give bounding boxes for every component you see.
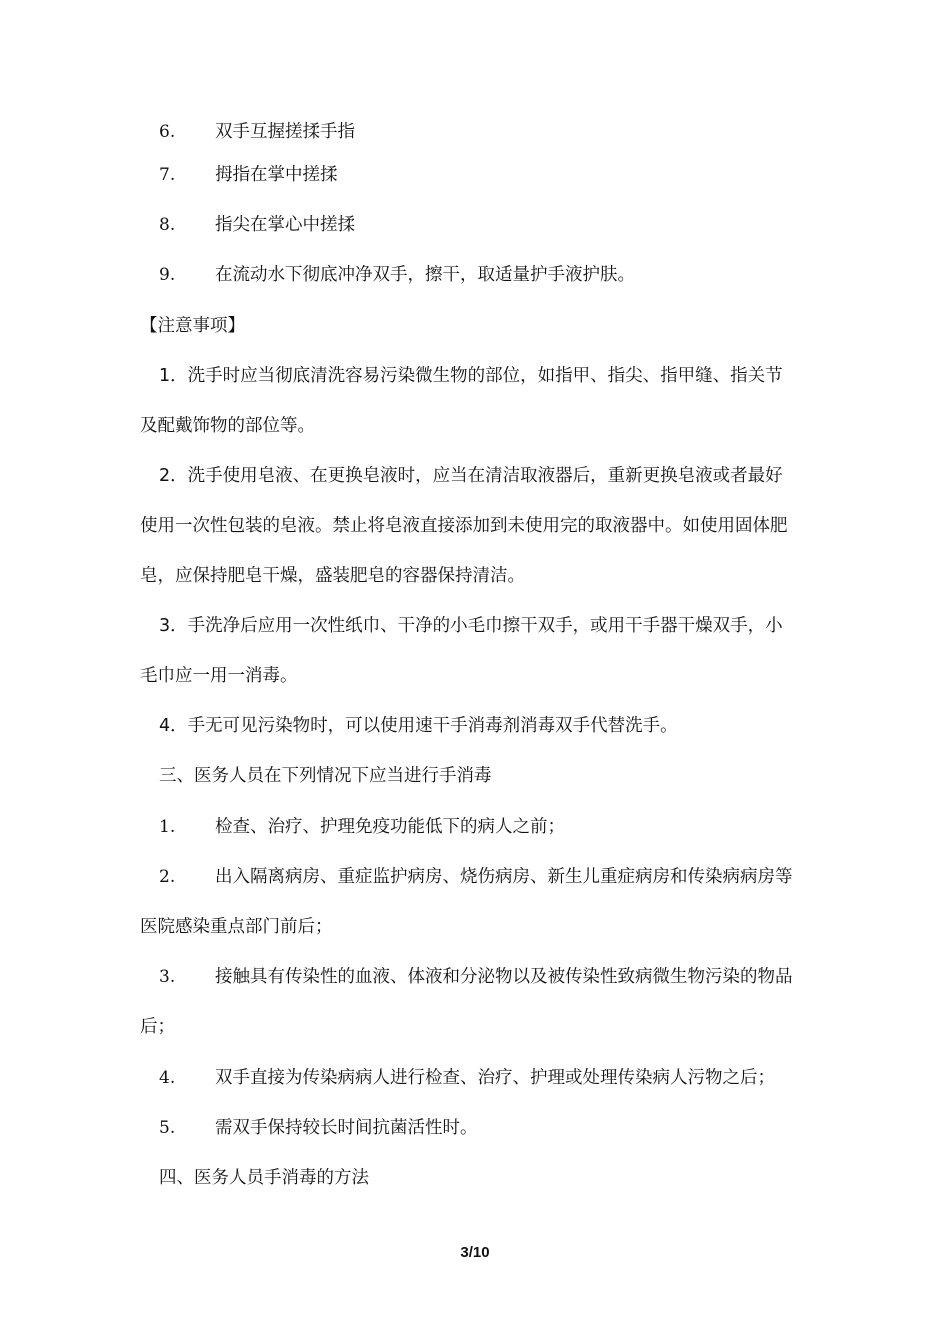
note-text: 4．手无可见污染物时，可以使用速干手消毒剂消毒双手代替洗手。 [159, 716, 678, 736]
list-text: 医院感染重点部门前后； [140, 917, 333, 937]
list-text: 在流动水下彻底冲净双手，擦干，取适量护手液护肤。 [215, 265, 635, 285]
list-number: 1. [159, 817, 176, 837]
note-text: 3．手洗净后应用一次性纸巾、干净的小毛巾擦干双手，或用干手器干燥双手，小 [159, 616, 783, 636]
list-number: 6. [159, 122, 176, 142]
list-text: 需双手保持较长时间抗菌活性时。 [215, 1118, 478, 1138]
page-number: 3/10 [460, 1244, 490, 1261]
list-number: 3. [159, 967, 176, 987]
note-text: 使用一次性包装的皂液。禁止将皂液直接添加到未使用完的取液器中。如使用固体肥 [140, 516, 788, 536]
section-heading-text: 三、医务人员在下列情况下应当进行手消毒 [159, 766, 492, 786]
list-text: 后； [140, 1017, 175, 1037]
list-number: 8. [159, 215, 176, 235]
list-number: 4. [159, 1068, 176, 1088]
list-text: 双手互握搓揉手指 [215, 122, 355, 142]
list-text: 指尖在掌心中搓揉 [215, 215, 355, 235]
list-text: 接触具有传染性的血液、体液和分泌物以及被传染性致病微生物污染的物品 [215, 967, 793, 987]
list-number: 2. [159, 867, 176, 887]
note-text: 皂，应保持肥皂干燥，盛装肥皂的容器保持清洁。 [140, 566, 525, 586]
list-text: 拇指在掌中搓揉 [215, 165, 338, 185]
note-text: 2．洗手使用皂液、在更换皂液时，应当在清洁取液器后，重新更换皂液或者最好 [159, 466, 783, 486]
section-heading-text: 四、医务人员手消毒的方法 [159, 1168, 369, 1188]
list-number: 5. [159, 1118, 176, 1138]
note-text: 及配戴饰物的部位等。 [140, 416, 315, 436]
notes-heading-text: 【注意事项】 [140, 316, 245, 336]
note-text: 1．洗手时应当彻底清洗容易污染微生物的部位，如指甲、指尖、指甲缝、指关节 [159, 366, 783, 386]
list-number: 9. [159, 265, 176, 285]
list-text: 出入隔离病房、重症监护病房、烧伤病房、新生儿重症病房和传染病病房等 [215, 867, 793, 887]
list-text: 检查、治疗、护理免疫功能低下的病人之前； [215, 817, 565, 837]
note-text: 毛巾应一用一消毒。 [140, 666, 298, 686]
list-text: 双手直接为传染病病人进行检查、治疗、护理或处理传染病人污物之后； [215, 1068, 775, 1088]
list-number: 7. [159, 165, 176, 185]
